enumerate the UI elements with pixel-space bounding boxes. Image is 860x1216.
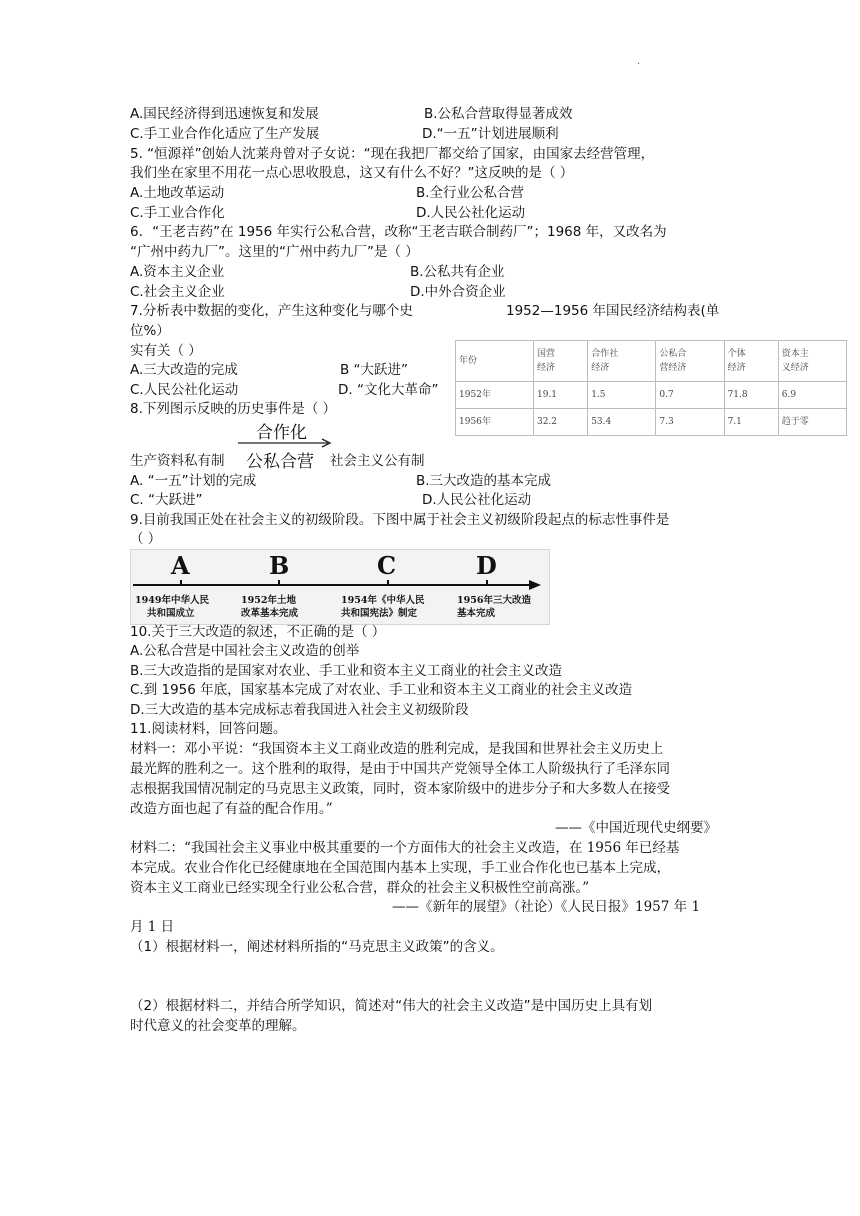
q7-stem-line-1: 7.分析表中数据的变化，产生这种变化与哪个史 xyxy=(130,303,413,319)
q10-option-c: C.到 1956 年底，国家基本完成了对农业、手工业和资本主义工商业的社会主义改造 xyxy=(130,682,633,698)
q6-stem-line-2: “广州中药九厂”。这里的“广州中药九厂”是（ ） xyxy=(130,244,419,260)
timeline-axis xyxy=(131,578,549,592)
q9-stem-line-1: 9.目前我国正处在社会主义的初级阶段。下图中属于社会主义初级阶段起点的标志性事件是 xyxy=(130,512,670,528)
material-1-line-1: 材料一：邓小平说：“我国资本主义工商业改造的胜利完成，是我国和世界社会主义历史上 xyxy=(130,741,664,757)
q4-option-c: C.手工业合作化适应了生产发展 xyxy=(130,126,320,142)
timeline-caption-line: 改革基本完成 xyxy=(241,608,299,619)
q11-subquestion-2-line-2: 时代意义的社会变革的理解。 xyxy=(130,1018,306,1034)
q7-stem-line-2: 实有关（ ） xyxy=(130,343,202,359)
diagram-left-label: 生产资料私有制 xyxy=(130,453,225,469)
timeline-caption-d xyxy=(457,594,531,620)
material-2-line-1: 材料二：“我国社会主义事业中极其重要的一个方面伟大的社会主义改造，在 1956 年已经基 xyxy=(130,840,680,856)
material-1-line-3: 志根据我国情况制定的马克思主义政策，同时，资本家阶级中的进步分子和大多数人在接受 xyxy=(130,781,670,797)
table-cell: 趋于零 xyxy=(778,409,846,436)
q7-option-c: C.人民公社化运动 xyxy=(130,382,239,398)
q7-option-a: A.三大改造的完成 xyxy=(130,362,238,378)
table-cell: 1952年 xyxy=(456,382,534,409)
material-2-line-2: 本完成。农业合作化已经健康地在全国范围内基本上实现，手工业合作化也已基本上完成， xyxy=(130,860,670,876)
page-mark: . xyxy=(637,56,641,67)
table-header-cell: 资本主 义经济 xyxy=(778,341,846,382)
q4-option-b: B.公私合营取得显著成效 xyxy=(424,106,573,122)
timeline-caption-line: 共和国宪法》制定 xyxy=(341,608,418,619)
table-header-row xyxy=(456,341,847,382)
q5-stem-line-1: 5. “恒源祥”创始人沈莱舟曾对子女说：“现在我把厂都交给了国家，由国家去经营管理， xyxy=(130,146,655,162)
q6-option-c: C.社会主义企业 xyxy=(130,284,225,300)
q8-option-a: A. “一五”计划的完成 xyxy=(130,473,257,489)
table-header-cell: 个体 经济 xyxy=(724,341,778,382)
q10-option-a: A.公私合营是中国社会主义改造的创举 xyxy=(130,643,360,659)
q5-option-c: C.手工业合作化 xyxy=(130,205,225,221)
table-row xyxy=(456,409,847,436)
q8-option-c: C. “大跃进” xyxy=(130,492,203,508)
timeline-caption-a xyxy=(135,594,209,620)
q7-table-title-2: 位%） xyxy=(130,323,170,339)
economy-structure-table xyxy=(455,340,847,436)
timeline-caption-c xyxy=(341,594,424,620)
q6-stem-line-1: 6．“王老吉药”在 1956 年实行公私合营，改称“王老吉联合制药厂”；1968 年，又改名为 xyxy=(130,224,667,240)
timeline-label-b: B xyxy=(269,551,290,580)
timeline-label-d: D xyxy=(476,551,497,580)
table-cell: 53.4 xyxy=(588,409,656,436)
timeline-caption-line: 共和国成立 xyxy=(147,608,195,619)
diagram-label-cooperation: 合作化 xyxy=(256,423,307,443)
q8-stem: 8.下列图示反映的历史事件是（ ） xyxy=(130,401,337,417)
q7-option-d: D. “文化大革命” xyxy=(338,382,439,398)
q7-table-title-1: 1952—1956 年国民经济结构表(单 xyxy=(506,303,720,319)
timeline-caption-line: 1952年土地 xyxy=(241,595,296,606)
material-1-line-4: 改造方面也起了有益的配合作用。” xyxy=(130,801,333,817)
material-2-line-3: 资本主义工商业已经实现全行业公私合营，群众的社会主义积极性空前高涨。” xyxy=(130,880,590,896)
q4-option-a: A.国民经济得到迅速恢复和发展 xyxy=(130,106,319,122)
table-header-cell: 国营 经济 xyxy=(533,341,587,382)
timeline-caption-line: 1956年三大改造 xyxy=(457,595,531,606)
table-cell: 6.9 xyxy=(778,382,846,409)
timeline-caption-line: 1954年《中华人民 xyxy=(341,595,425,606)
material-2-source-line-2: 月 1 日 xyxy=(130,919,175,935)
q11-subquestion-1: （1）根据材料一，阐述材料所指的“马克思主义政策”的含义。 xyxy=(130,939,504,955)
table-cell: 0.7 xyxy=(656,382,724,409)
table-header-cell: 合作社 经济 xyxy=(588,341,656,382)
q6-option-d: D.中外合资企业 xyxy=(410,284,506,300)
q11-subquestion-2-line-1: （2）根据材料二，并结合所学知识，简述对“伟大的社会主义改造”是中国历史上具有划 xyxy=(130,998,653,1014)
table-cell: 7.1 xyxy=(724,409,778,436)
timeline-label-a: A xyxy=(171,551,190,580)
q8-option-b: B.三大改造的基本完成 xyxy=(416,473,552,489)
q4-option-d: D.“一五”计划进展顺利 xyxy=(422,126,559,142)
q8-option-d: D.人民公社化运动 xyxy=(422,492,532,508)
timeline-label-c: C xyxy=(377,551,397,580)
table-row xyxy=(456,382,847,409)
table-header-cell: 年份 xyxy=(456,341,534,382)
q10-option-b: B.三大改造指的是国家对农业、手工业和资本主义工商业的社会主义改造 xyxy=(130,663,563,679)
diagram-label-joint-venture: 公私合营 xyxy=(246,452,314,472)
table-cell: 19.1 xyxy=(533,382,587,409)
table-cell: 7.3 xyxy=(656,409,724,436)
q5-option-d: D.人民公社化运动 xyxy=(416,205,526,221)
table-header-cell: 公私合 营经济 xyxy=(656,341,724,382)
q9-stem-line-2: （ ） xyxy=(130,531,162,547)
q10-option-d: D.三大改造的基本完成标志着我国进入社会主义初级阶段 xyxy=(130,702,469,718)
q5-option-b: B.全行业公私合营 xyxy=(416,185,525,201)
timeline-caption-b xyxy=(241,594,298,620)
timeline-figure xyxy=(130,549,550,625)
material-2-source-line-1: ——《新年的展望》（社论）《人民日报》1957 年 1 xyxy=(392,899,701,915)
q6-option-a: A.资本主义企业 xyxy=(130,264,225,280)
timeline-caption-line: 1949年中华人民 xyxy=(135,595,209,606)
q11-stem: 11.阅读材料，回答问题。 xyxy=(130,721,287,737)
diagram-right-label: 社会主义公有制 xyxy=(330,453,425,469)
table-cell: 1.5 xyxy=(588,382,656,409)
q10-stem: 10.关于三大改造的叙述，不正确的是（ ） xyxy=(130,624,386,640)
timeline-caption-line: 基本完成 xyxy=(457,608,496,619)
table-cell: 1956年 xyxy=(456,409,534,436)
material-1-source: ——《中国近现代史纲要》 xyxy=(555,820,717,836)
q5-option-a: A.土地改革运动 xyxy=(130,185,225,201)
q5-stem-line-2: 我们坐在家里不用花一点心思收股息，这又有什么不好？”这反映的是（ ） xyxy=(130,165,574,181)
table-cell: 32.2 xyxy=(533,409,587,436)
table-cell: 71.8 xyxy=(724,382,778,409)
q7-option-b: B “大跃进” xyxy=(340,362,409,378)
q6-option-b: B.公私共有企业 xyxy=(410,264,505,280)
material-1-line-2: 最光辉的胜利之一。这个胜利的取得，是由于中国共产党领导全体工人阶级执行了毛泽东同 xyxy=(130,761,670,777)
